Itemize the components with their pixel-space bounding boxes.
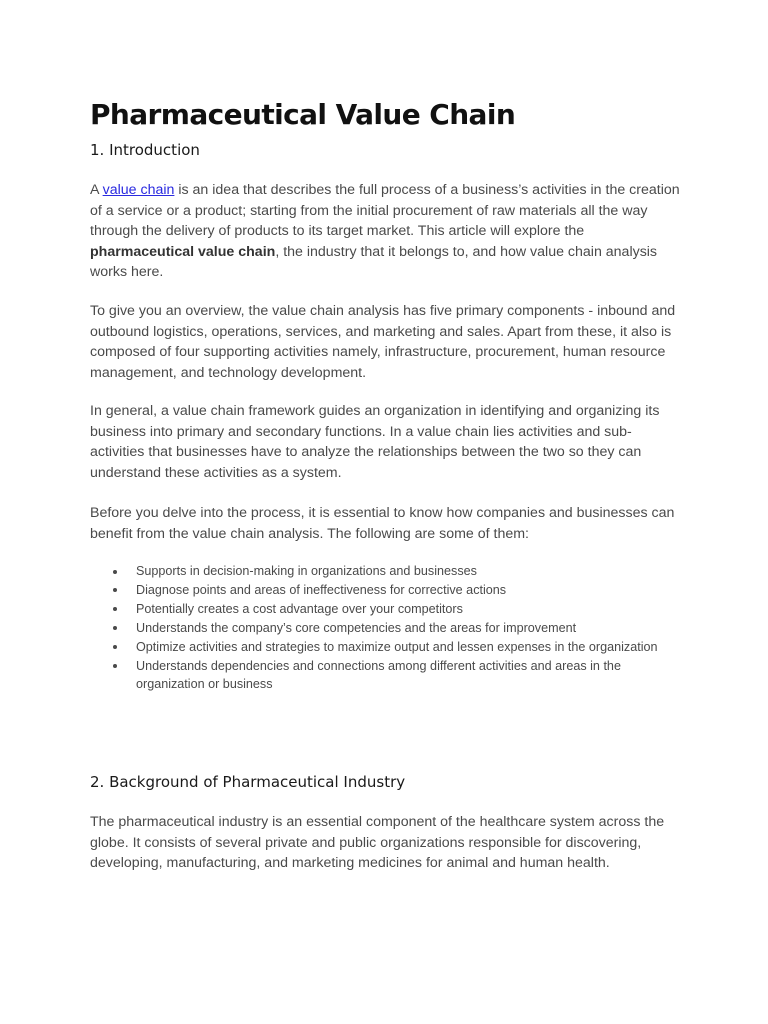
benefits-list: [90, 562, 680, 694]
list-item: [90, 600, 680, 618]
list-item-text: Understands dependencies and connections among different activities and areas in the organization or business: [136, 658, 621, 691]
section-heading-background: 2. Background of Pharmaceutical Industry: [90, 773, 406, 791]
bullet-icon: [113, 570, 117, 574]
bullet-icon: [113, 626, 117, 630]
list-item: [90, 619, 680, 637]
list-item-text: Diagnose points and areas of ineffectiveness for corrective actions: [136, 582, 507, 597]
list-item-text: Supports in decision-making in organizations and businesses: [136, 564, 477, 578]
page-title: Pharmaceutical Value Chain: [90, 98, 516, 131]
list-item-text: Potentially creates a cost advantage over your competitors: [136, 601, 463, 616]
bullet-icon: [113, 607, 117, 611]
list-item: [90, 657, 680, 694]
section-heading-introduction: 1. Introduction: [90, 141, 200, 159]
list-item-text: Optimize activities and strategies to maximize output and lessen expenses in the organization: [136, 639, 658, 654]
bullet-icon: [113, 588, 117, 592]
background-paragraph: The pharmaceutical industry is an essential component of the healthcare system across the globe. It consists of several private and public organizations responsible for discovering, developing, manufacturing, and marketing medicines for animal and human health.: [90, 814, 665, 872]
list-item: [90, 581, 680, 599]
overview-paragraph: To give you an overview, the value chain analysis has five primary components - inbound and outbound logistics, operations, services, and marketing and sales. Apart from these, it also is composed of four supporting activities namely, infrastructure, procurement, human resource management, and technology development.: [90, 303, 676, 381]
intro-paragraph: [90, 180, 680, 283]
list-item: [90, 638, 680, 656]
list-item-text: Understands the company’s core competencies and the areas for improvement: [136, 620, 577, 635]
benefits-intro-paragraph: Before you delve into the process, it is essential to know how companies and businesses can benefit from the value chain analysis. The following are some of them:: [90, 505, 675, 542]
list-item: [90, 562, 680, 580]
intro-bold-term: pharmaceutical value chain: [90, 243, 276, 260]
framework-paragraph: In general, a value chain framework guides an organization in identifying and organizing its business into primary and secondary functions. In a value chain lies activities and sub-activities that businesses have to analyze the relationships between the two so they can understand these activities as a system.: [90, 403, 660, 481]
bullet-icon: [113, 664, 117, 668]
intro-text-end: , the industry that it belongs to, and how value chain analysis works here.: [90, 243, 658, 281]
value-chain-link[interactable]: value chain: [102, 182, 175, 198]
bullet-icon: [113, 645, 117, 649]
intro-text-middle: is an idea that describes the full process of a business’s activities in the creation of a service or a product; starting from the initial procurement of raw materials all the way through the delivery of products to its target market. This article will explore the: [90, 182, 680, 240]
intro-text-start: A: [90, 182, 103, 198]
